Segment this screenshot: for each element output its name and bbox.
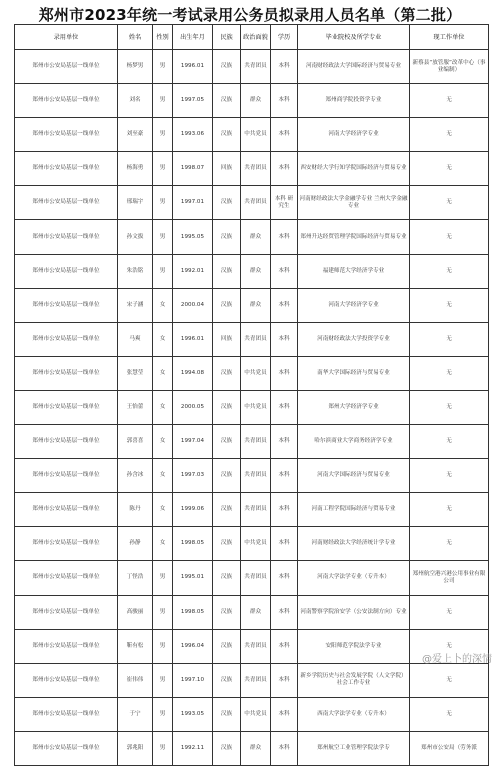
school-major-cell: 西安财经大学行知学院国际经济与贸易专业 bbox=[298, 152, 410, 186]
column-header-current-employer: 现工作单位 bbox=[410, 25, 489, 50]
column-header-school-major: 毕业院校及所学专业 bbox=[298, 25, 410, 50]
political-status-cell: 中共党员 bbox=[241, 527, 271, 561]
gender-cell: 男 bbox=[153, 629, 173, 663]
table-row bbox=[15, 356, 489, 390]
gender-cell: 男 bbox=[153, 254, 173, 288]
birth-cell: 2000.04 bbox=[173, 288, 213, 322]
birth-cell: 1997.03 bbox=[173, 459, 213, 493]
education-cell: 本科 bbox=[271, 390, 298, 424]
ethnicity-cell: 回族 bbox=[213, 322, 241, 356]
education-cell: 本科 bbox=[271, 527, 298, 561]
name-cell: 丁怪浩 bbox=[118, 561, 153, 595]
school-major-cell: 安阳师范学院法学专业 bbox=[298, 629, 410, 663]
school-major-cell: 河南大学经济学专业 bbox=[298, 288, 410, 322]
gender-cell: 男 bbox=[153, 152, 173, 186]
table-row bbox=[15, 493, 489, 527]
unit-cell: 郑州市公安局基层一线单位 bbox=[15, 186, 118, 220]
ethnicity-cell: 汉族 bbox=[213, 186, 241, 220]
gender-cell: 男 bbox=[153, 595, 173, 629]
political-status-cell: 群众 bbox=[241, 731, 271, 765]
education-cell: 本科 bbox=[271, 493, 298, 527]
gender-cell: 男 bbox=[153, 663, 173, 697]
ethnicity-cell: 汉族 bbox=[213, 629, 241, 663]
gender-cell: 男 bbox=[153, 731, 173, 765]
current-employer-cell: 无 bbox=[410, 459, 489, 493]
table-row bbox=[15, 254, 489, 288]
school-major-cell: 郑州商学院投资学专业 bbox=[298, 84, 410, 118]
political-status-cell: 群众 bbox=[241, 84, 271, 118]
roster-table bbox=[14, 24, 489, 766]
political-status-cell: 共青团员 bbox=[241, 425, 271, 459]
unit-cell: 郑州市公安局基层一线单位 bbox=[15, 493, 118, 527]
gender-cell: 男 bbox=[153, 220, 173, 254]
unit-cell: 郑州市公安局基层一线单位 bbox=[15, 254, 118, 288]
name-cell: 靳有松 bbox=[118, 629, 153, 663]
gender-cell: 女 bbox=[153, 356, 173, 390]
name-cell: 刘至豪 bbox=[118, 118, 153, 152]
current-employer-cell: 无 bbox=[410, 118, 489, 152]
current-employer-cell: 无 bbox=[410, 84, 489, 118]
table-row bbox=[15, 425, 489, 459]
education-cell: 本科 bbox=[271, 663, 298, 697]
political-status-cell: 共青团员 bbox=[241, 186, 271, 220]
school-major-cell: 哈尔滨商业大学商务经济学专业 bbox=[298, 425, 410, 459]
education-cell: 本科 bbox=[271, 288, 298, 322]
education-cell: 本科 bbox=[271, 84, 298, 118]
table-row bbox=[15, 288, 489, 322]
education-cell: 本科 bbox=[271, 595, 298, 629]
column-header-education: 学历 bbox=[271, 25, 298, 50]
birth-cell: 1996.01 bbox=[173, 50, 213, 84]
political-status-cell: 中共党员 bbox=[241, 118, 271, 152]
birth-cell: 1998.07 bbox=[173, 152, 213, 186]
current-employer-cell: 无 bbox=[410, 322, 489, 356]
birth-cell: 1997.10 bbox=[173, 663, 213, 697]
education-cell: 本科 bbox=[271, 697, 298, 731]
birth-cell: 1998.05 bbox=[173, 595, 213, 629]
education-cell: 本科 bbox=[271, 731, 298, 765]
school-major-cell: 福建师范大学经济学专业 bbox=[298, 254, 410, 288]
gender-cell: 女 bbox=[153, 459, 173, 493]
name-cell: 郭兆阳 bbox=[118, 731, 153, 765]
name-cell: 杨海勇 bbox=[118, 152, 153, 186]
political-status-cell: 群众 bbox=[241, 595, 271, 629]
watermark: @爱上卜的深情 bbox=[422, 654, 492, 665]
political-status-cell: 共青团员 bbox=[241, 629, 271, 663]
current-employer-cell: 郑州市公安局（劳务派 bbox=[410, 731, 489, 765]
political-status-cell: 共青团员 bbox=[241, 50, 271, 84]
education-cell: 本科 bbox=[271, 50, 298, 84]
political-status-cell: 群众 bbox=[241, 288, 271, 322]
table-row bbox=[15, 595, 489, 629]
birth-cell: 1997.05 bbox=[173, 84, 213, 118]
ethnicity-cell: 汉族 bbox=[213, 50, 241, 84]
political-status-cell: 群众 bbox=[241, 220, 271, 254]
birth-cell: 1994.08 bbox=[173, 356, 213, 390]
unit-cell: 郑州市公安局基层一线单位 bbox=[15, 527, 118, 561]
birth-cell: 1995.05 bbox=[173, 220, 213, 254]
current-employer-cell: 无 bbox=[410, 152, 489, 186]
gender-cell: 女 bbox=[153, 288, 173, 322]
document-title: 郑州市2023年统一考试录用公务员拟录用人员名单（第二批） bbox=[38, 6, 462, 24]
ethnicity-cell: 汉族 bbox=[213, 118, 241, 152]
birth-cell: 1996.01 bbox=[173, 322, 213, 356]
ethnicity-cell: 汉族 bbox=[213, 663, 241, 697]
school-major-cell: 河南警察学院治安学（公安法制方向）专业 bbox=[298, 595, 410, 629]
name-cell: 陈丹 bbox=[118, 493, 153, 527]
ethnicity-cell: 汉族 bbox=[213, 527, 241, 561]
political-status-cell: 共青团员 bbox=[241, 663, 271, 697]
ethnicity-cell: 汉族 bbox=[213, 84, 241, 118]
education-cell: 本科 研究生 bbox=[271, 186, 298, 220]
school-major-cell: 河南工程学院国际经济与贸易专业 bbox=[298, 493, 410, 527]
table-row bbox=[15, 118, 489, 152]
name-cell: 高骏丽 bbox=[118, 595, 153, 629]
school-major-cell: 西南大学法学专业（专升本） bbox=[298, 697, 410, 731]
gender-cell: 女 bbox=[153, 322, 173, 356]
unit-cell: 郑州市公安局基层一线单位 bbox=[15, 663, 118, 697]
current-employer-cell: 无 bbox=[410, 697, 489, 731]
name-cell: 孙含冰 bbox=[118, 459, 153, 493]
table-row bbox=[15, 663, 489, 697]
ethnicity-cell: 汉族 bbox=[213, 220, 241, 254]
birth-cell: 1993.06 bbox=[173, 118, 213, 152]
current-employer-cell: 无 bbox=[410, 493, 489, 527]
school-major-cell: 河南财经政法大学国际经济与贸易专业 bbox=[298, 50, 410, 84]
table-row bbox=[15, 561, 489, 595]
school-major-cell: 河南财经政法大学金融学专业 兰州大学金融专业 bbox=[298, 186, 410, 220]
column-header-political-status: 政治面貌 bbox=[241, 25, 271, 50]
unit-cell: 郑州市公安局基层一线单位 bbox=[15, 322, 118, 356]
birth-cell: 1999.06 bbox=[173, 493, 213, 527]
education-cell: 本科 bbox=[271, 118, 298, 152]
column-header-unit: 录用单位 bbox=[15, 25, 118, 50]
gender-cell: 女 bbox=[153, 425, 173, 459]
name-cell: 张慧莹 bbox=[118, 356, 153, 390]
education-cell: 本科 bbox=[271, 356, 298, 390]
table-header-row bbox=[15, 25, 489, 50]
political-status-cell: 群众 bbox=[241, 254, 271, 288]
table-row bbox=[15, 152, 489, 186]
gender-cell: 男 bbox=[153, 186, 173, 220]
name-cell: 邢瑞宇 bbox=[118, 186, 153, 220]
ethnicity-cell: 汉族 bbox=[213, 254, 241, 288]
table-row bbox=[15, 731, 489, 765]
gender-cell: 男 bbox=[153, 118, 173, 152]
current-employer-cell: 无 bbox=[410, 390, 489, 424]
unit-cell: 郑州市公安局基层一线单位 bbox=[15, 459, 118, 493]
gender-cell: 女 bbox=[153, 493, 173, 527]
education-cell: 本科 bbox=[271, 425, 298, 459]
unit-cell: 郑州市公安局基层一线单位 bbox=[15, 288, 118, 322]
name-cell: 郭喜喜 bbox=[118, 425, 153, 459]
school-major-cell: 新乡学院历史与社会发展学院（人文学院）社会工作专业 bbox=[298, 663, 410, 697]
table-row bbox=[15, 390, 489, 424]
political-status-cell: 中共党员 bbox=[241, 697, 271, 731]
current-employer-cell: 无 bbox=[410, 595, 489, 629]
gender-cell: 男 bbox=[153, 84, 173, 118]
unit-cell: 郑州市公安局基层一线单位 bbox=[15, 731, 118, 765]
ethnicity-cell: 汉族 bbox=[213, 493, 241, 527]
column-header-name: 姓名 bbox=[118, 25, 153, 50]
gender-cell: 男 bbox=[153, 50, 173, 84]
ethnicity-cell: 汉族 bbox=[213, 459, 241, 493]
current-employer-cell: 新蔡县“放管服”改革中心（事业编制） bbox=[410, 50, 489, 84]
education-cell: 本科 bbox=[271, 254, 298, 288]
unit-cell: 郑州市公安局基层一线单位 bbox=[15, 561, 118, 595]
gender-cell: 男 bbox=[153, 697, 173, 731]
name-cell: 王怡蕾 bbox=[118, 390, 153, 424]
current-employer-cell: 无 bbox=[410, 254, 489, 288]
table-row bbox=[15, 697, 489, 731]
unit-cell: 郑州市公安局基层一线单位 bbox=[15, 118, 118, 152]
ethnicity-cell: 汉族 bbox=[213, 561, 241, 595]
current-employer-cell: 无 bbox=[410, 356, 489, 390]
current-employer-cell: 无 bbox=[410, 288, 489, 322]
birth-cell: 1996.04 bbox=[173, 629, 213, 663]
education-cell: 本科 bbox=[271, 459, 298, 493]
ethnicity-cell: 汉族 bbox=[213, 425, 241, 459]
name-cell: 马爽 bbox=[118, 322, 153, 356]
birth-cell: 1997.04 bbox=[173, 425, 213, 459]
political-status-cell: 中共党员 bbox=[241, 356, 271, 390]
ethnicity-cell: 汉族 bbox=[213, 731, 241, 765]
school-major-cell: 河南财经政法大学经济统计学专业 bbox=[298, 527, 410, 561]
education-cell: 本科 bbox=[271, 322, 298, 356]
current-employer-cell: 郑州航空港兴港公用事业有限公司 bbox=[410, 561, 489, 595]
ethnicity-cell: 回族 bbox=[213, 152, 241, 186]
table-row bbox=[15, 459, 489, 493]
ethnicity-cell: 汉族 bbox=[213, 288, 241, 322]
birth-cell: 1995.01 bbox=[173, 561, 213, 595]
ethnicity-cell: 汉族 bbox=[213, 697, 241, 731]
ethnicity-cell: 汉族 bbox=[213, 390, 241, 424]
name-cell: 孙文拔 bbox=[118, 220, 153, 254]
unit-cell: 郑州市公安局基层一线单位 bbox=[15, 390, 118, 424]
column-header-birth: 出生年月 bbox=[173, 25, 213, 50]
gender-cell: 女 bbox=[153, 390, 173, 424]
school-major-cell: 郑州航空工业管理学院法学专 bbox=[298, 731, 410, 765]
education-cell: 本科 bbox=[271, 152, 298, 186]
education-cell: 本科 bbox=[271, 220, 298, 254]
name-cell: 朱浩铭 bbox=[118, 254, 153, 288]
column-header-ethnicity: 民族 bbox=[213, 25, 241, 50]
school-major-cell: 河南财经政法大学投资学专业 bbox=[298, 322, 410, 356]
education-cell: 本科 bbox=[271, 561, 298, 595]
column-header-gender: 性别 bbox=[153, 25, 173, 50]
name-cell: 崔伟伟 bbox=[118, 663, 153, 697]
unit-cell: 郑州市公安局基层一线单位 bbox=[15, 50, 118, 84]
table-row bbox=[15, 186, 489, 220]
table-row bbox=[15, 220, 489, 254]
current-employer-cell: 无 bbox=[410, 629, 489, 663]
current-employer-cell: 无 bbox=[410, 220, 489, 254]
birth-cell: 1997.01 bbox=[173, 186, 213, 220]
current-employer-cell: 无 bbox=[410, 527, 489, 561]
birth-cell: 1992.11 bbox=[173, 731, 213, 765]
birth-cell: 1993.05 bbox=[173, 697, 213, 731]
ethnicity-cell: 汉族 bbox=[213, 356, 241, 390]
gender-cell: 女 bbox=[153, 527, 173, 561]
table-row bbox=[15, 84, 489, 118]
current-employer-cell: 无 bbox=[410, 425, 489, 459]
table-row bbox=[15, 50, 489, 84]
unit-cell: 郑州市公安局基层一线单位 bbox=[15, 220, 118, 254]
unit-cell: 郑州市公安局基层一线单位 bbox=[15, 84, 118, 118]
ethnicity-cell: 汉族 bbox=[213, 595, 241, 629]
name-cell: 刘名 bbox=[118, 84, 153, 118]
table-body bbox=[15, 50, 489, 766]
name-cell: 于宁 bbox=[118, 697, 153, 731]
unit-cell: 郑州市公安局基层一线单位 bbox=[15, 697, 118, 731]
birth-cell: 2000.05 bbox=[173, 390, 213, 424]
name-cell: 杨梦男 bbox=[118, 50, 153, 84]
unit-cell: 郑州市公安局基层一线单位 bbox=[15, 356, 118, 390]
unit-cell: 郑州市公安局基层一线单位 bbox=[15, 152, 118, 186]
unit-cell: 郑州市公安局基层一线单位 bbox=[15, 425, 118, 459]
school-major-cell: 河南大学经济学专业 bbox=[298, 118, 410, 152]
table-row bbox=[15, 629, 489, 663]
political-status-cell: 共青团员 bbox=[241, 459, 271, 493]
current-employer-cell: 无 bbox=[410, 663, 489, 697]
political-status-cell: 共青团员 bbox=[241, 152, 271, 186]
gender-cell: 男 bbox=[153, 561, 173, 595]
current-employer-cell: 无 bbox=[410, 186, 489, 220]
political-status-cell: 共青团员 bbox=[241, 322, 271, 356]
unit-cell: 郑州市公安局基层一线单位 bbox=[15, 595, 118, 629]
school-major-cell: 郑州大学经济学专业 bbox=[298, 390, 410, 424]
birth-cell: 1998.05 bbox=[173, 527, 213, 561]
table-row bbox=[15, 322, 489, 356]
political-status-cell: 中共党员 bbox=[241, 390, 271, 424]
unit-cell: 郑州市公安局基层一线单位 bbox=[15, 629, 118, 663]
political-status-cell: 共青团员 bbox=[241, 561, 271, 595]
education-cell: 本科 bbox=[271, 629, 298, 663]
school-major-cell: 郑州升达经贸管理学院国际经济与贸易专业 bbox=[298, 220, 410, 254]
name-cell: 孙静 bbox=[118, 527, 153, 561]
name-cell: 宋子涵 bbox=[118, 288, 153, 322]
birth-cell: 1992.01 bbox=[173, 254, 213, 288]
school-major-cell: 河南大学国际经济与贸易专业 bbox=[298, 459, 410, 493]
table-row bbox=[15, 527, 489, 561]
school-major-cell: 河南大学法学专业（专升本） bbox=[298, 561, 410, 595]
political-status-cell: 共青团员 bbox=[241, 493, 271, 527]
school-major-cell: 南华大学国际经济与贸易专业 bbox=[298, 356, 410, 390]
